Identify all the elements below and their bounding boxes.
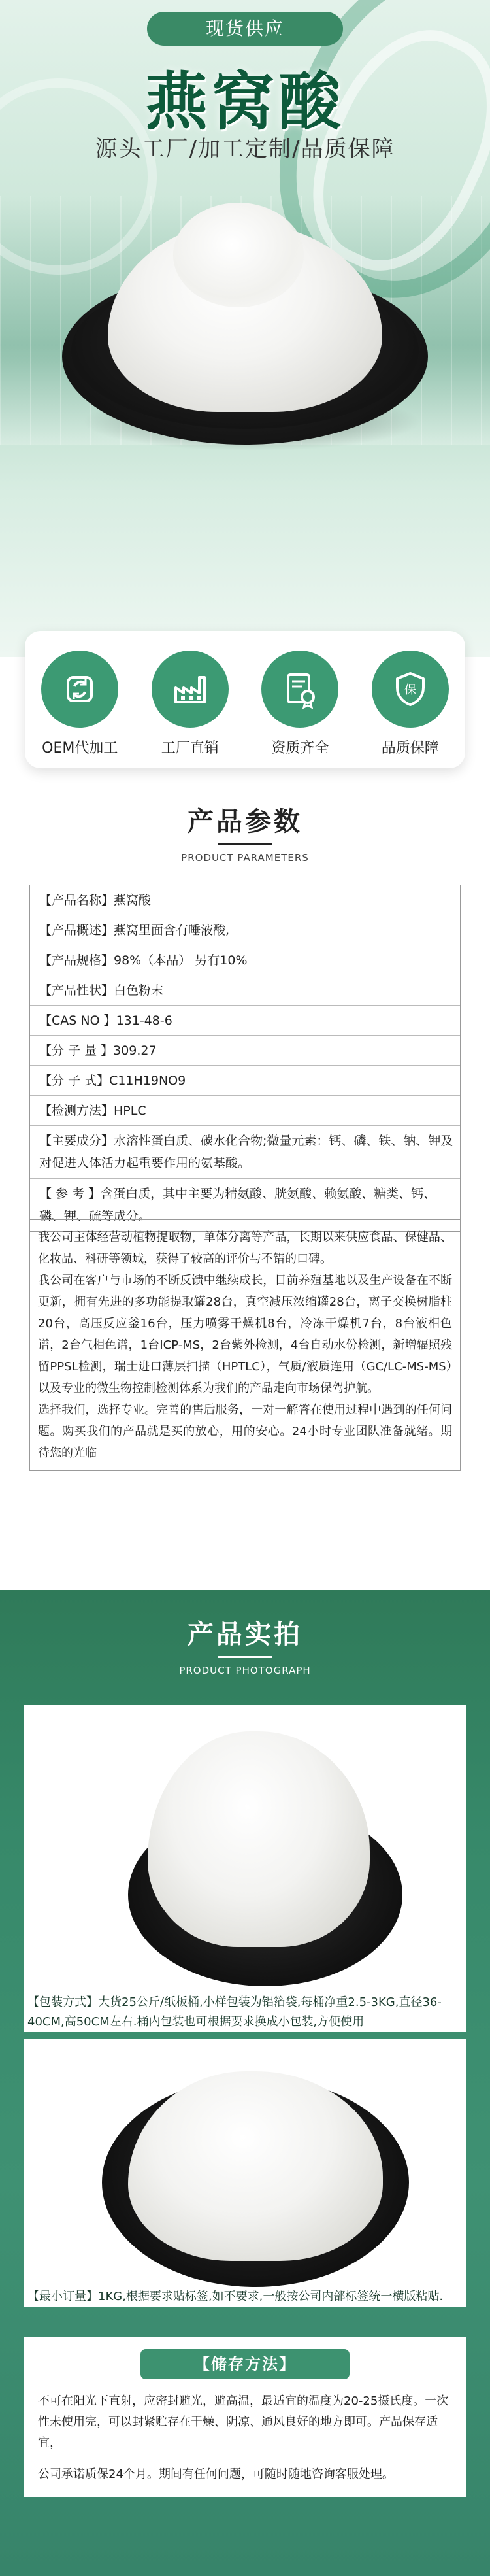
product-title: 燕窝酸 (145, 65, 345, 139)
min-order-caption: 【最小订量】1KG,根据要求贴标签,如不要求,一般按公司内部标签统一横版粘贴. (27, 2290, 444, 2303)
product-photo-2 (24, 2039, 466, 2287)
product-slogan: 源头工厂/加工定制/品质保障 (95, 136, 395, 162)
feature-oem: OEM代加工 (31, 651, 129, 768)
intro-paragraph: 我公司在客户与市场的不断反馈中继续成长，目前养殖基地以及生产设备在不断更新，拥有先进的多功能提取罐28台，真空减压浓缩罐28台，离子交换树脂柱20台，高压反应釜16台，压力喷雾干燥机8台，冷冻干燥机7台，8台液相色谱，2台气相色谱，1台ICP-MS，2台紫外检测，4台自动水份检测，新增辐照残留PPSL检测，瑞士进口薄层扫描（HPTLC），气质/液质连用（GC/LC-MS-MS）以及专业的微生物控制检测体系为我们的产品走向市场保驾护航。 (38, 1274, 452, 1395)
svg-text:保: 保 (404, 683, 416, 697)
param-row: 【分 子 式】C11H19NO9 (30, 1066, 460, 1096)
storage-title: 【储存方法】 (140, 2349, 350, 2379)
param-row: 【检测方法】HPLC (30, 1096, 460, 1126)
param-row: 【CAS NO 】131-48-6 (30, 1006, 460, 1036)
param-row: 【产品性状】白色粉末 (30, 975, 460, 1006)
photo-section-title: 产品实拍 PRODUCT PHOTOGRAPH (179, 1619, 311, 1676)
params-table (29, 885, 461, 1232)
feature-certificates: 资质齐全 (251, 651, 349, 768)
param-row: 【产品名称】燕窝酸 (30, 885, 460, 915)
param-row: 【 参 考 】含蛋白质，其中主要为精氨酸、胱氨酸、赖氨酸、糖类、钙、磷、钾、硫等成分。 (39, 1187, 436, 1223)
warranty-text: 公司承诺质保24个月。期间有任何问题，可随时随地咨询客服处理。 (38, 2467, 394, 2481)
intro-paragraph: 我公司主体经营动植物提取物，单体分离等产品，长期以来供应食品、保健品、化妆品、科研等领域，获得了较高的评价与不错的口碑。 (38, 1230, 452, 1266)
hero-banner (0, 0, 490, 657)
company-intro (29, 1219, 461, 1471)
product-photo-1 (24, 1705, 466, 1993)
feature-quality: 保 品质保障 (361, 651, 459, 768)
feature-card (25, 631, 465, 768)
param-row: 【主要成分】水溶性蛋白质、碳水化合物;微量元素：钙、磷、铁、钠、钾及对促进人体活力起重要作用的氨基酸。 (30, 1126, 460, 1179)
intro-paragraph: 选择我们，选择专业。完善的售后服务，一对一解答在使用过程中遇到的任何问题。购买我们的产品就是买的放心，用的安心。24小时专业团队准备就绪。期待您的光临 (38, 1403, 452, 1460)
quality-shield-icon (372, 651, 449, 728)
param-row: 【分 子 量 】309.27 (30, 1036, 460, 1066)
param-row: 【产品概述】燕窝里面含有唾液酸, (30, 915, 460, 945)
photo-card-1 (24, 1705, 466, 2032)
certificate-icon (261, 651, 338, 728)
param-row: 【产品规格】98%（本品） 另有10% (30, 945, 460, 975)
feature-factory: 工厂直销 (141, 651, 239, 768)
storage-text: 不可在阳光下直射，应密封避光，避高温，最适宜的温度为20-25摄氏度。一次性未使用完，可以封紧贮存在干燥、阴凉、通风良好的地方即可。产品保存适宜， (38, 2394, 449, 2450)
product-photo-bowl (62, 196, 428, 445)
oem-refresh-icon (41, 651, 118, 728)
photo-card-2 (24, 2039, 466, 2307)
storage-box (24, 2337, 466, 2497)
packaging-caption: 【包装方式】大货25公斤/纸板桶,小样包装为铝箔袋,每桶净重2.5-3KG,直径36-40CM,高50CM左右.桶内包装也可根据要求换成小包装,方便使用 (27, 1995, 442, 2029)
params-section-title: 产品参数 PRODUCT PARAMETERS (181, 807, 309, 864)
spot-supply-badge: 现货供应 (147, 12, 343, 46)
factory-icon (152, 651, 229, 728)
